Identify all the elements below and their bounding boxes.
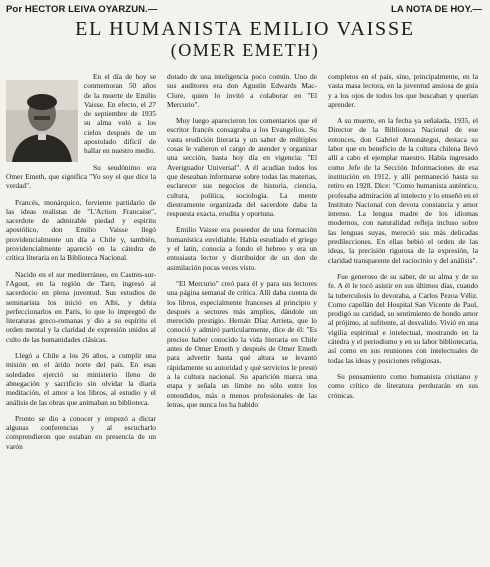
paragraph: Llegó a Chile a los 26 años, a cumplir una misión en el árido norte del país. En esas soledades ejerció su ministerio lleno de abnegación y sacrificio sin olvidar la diaria meditación, el amor a los libros, al estudio y el análisis de las obras que animaban su biblioteca. [6,351,156,407]
paragraph: Pronto se dio a conocer y empezó a dictar algunas conferencias y al escucharlo comprendieron que estaban en presencia de un varón [6,413,156,451]
portrait-photo [6,80,78,162]
paragraph: Su seudónimo era Omer Emeth, que significa "Yo soy el que dice la verdad". [6,162,156,191]
paragraph: Emilio Vaisse era poseedor de una formación humanística envidiable. Había estudiado el griego y el latín, conocía a fondo el hebreo y era un entusiasta lector y distribuidor de un don de asimilación pocas veces visto. [167,225,317,272]
paragraph: "El Mercurio" creó para él y para sus lectores una página semanal de crítica. Allí daba cuenta de los libros, especialmente franceses al principio y después a sectores más amplios, dándole un merecido prestigio. Hernán Díaz Arrieta, que lo conoció y admiró particularmente, dice de él: "Es preciso haber conocido la vida literaria en Chile antes de Omer Emeth y después de Omer Emeth para advertir hasta qué altura se levantó rápidamente su autoridad y qué servicios le prestó a la cultura nacional. Su aparición marca una etapa y señala un límite no sólo entre los entendidos, más o menos profesionales de las letras, que nunca los ha habido [167,278,317,409]
portrait-figure-icon [6,80,78,162]
column-1 [6,72,156,451]
paragraph: A su muerte, en la fecha ya señalada, 1935, el Director de la Biblioteca Nacional de ese entonces, don Gabriel Amunátegui, destaca su labor que en beneficio de la cultura chilena llevó allí a cabo el ejemplar maestro. Había ingresado como Jefe de la Sección Informaciones de esa institución en 1912, y allí permaneció hasta su retiro en 1928. Dice: "Como humanista auténtico, profesaba admiración al intelecto y lo enseñó en el Instituto Nacional con devota constancia y amor intenso. La lengua madre de los idiomas modernos, con naturalidad refleja incluso sobre las lenguas suyas, mereció sus más delicadas predilecciones. En ellas bebió el orden de las ideas, la precisión rigurosa de la expresión, la claridad transparente del raciocinio y del análisis". [328,116,478,265]
paragraph: Nacido en el sur mediterráneo, en Castres-sur-l'Agout, en la región de Tarn, ingresó al sacerdocio en plena juventud. Sus estudios de seminarista los inició en Albi, y debía perfeccionarlos en París, lo que lo impregnó de literaturas greco-romanas y dio a su espíritu el orden mental y la claridad de expresión unidos al culto de las humanidades clásicas. [6,269,156,344]
paragraph: Fue generoso de su saber, de su alma y de su fe. A él le tocó asistir en sus últimos días, cuando la tuberculosis lo devoraba, a Carlos Pezoa Véliz. Como capellán del Hospital San Vicente de Paul, prodigó su caridad, su sentimiento de hondo amor al prójimo, al sufriente, al desvalido. Vivió en una vigilia espiritual e intelectual, mostrando en la cátedra y el periodismo y en su labor bibliotecaria, así como en sus reuniones con intelectuales de todas las ideas y posiciones religiosas. [328,271,478,365]
paragraph: completos en el país, sino, principalmente, en la vasta masa lectora, en la juventud ansiosa de guía y a los ojos de todos los que buscaban y querían aprender. [328,72,478,109]
paragraph: Muy luego aparecieron los comentarios que el escritor francés consagraba a los Evangelios. Su vasta erudición literaria y un saber de múltiples cosas le valieron el cargo de atender y organizar una sección, hasta hoy día en vigencia: "El Averiguador Universal". A él acudían todos los que deseaban informarse sobre todas las materias, esclarecer sus negocios de historia, ciencia, cultura, política, sociología. La mente diestramente organizada del sacerdote daba la respuesta exacta, erudita y oportuna. [167,116,317,219]
article-headline: EL HUMANISTA EMILIO VAISSE [75,18,415,40]
paragraph: dotado de una inteligencia poco común. Uno de sus auditores era don Agustín Edwards Mac-Clure, quien lo invitó a colaborar en "El Mercurio". [167,72,317,109]
author-byline: Por HECTOR LEIVA OYARZUN.— [6,4,158,15]
paragraph: En el día de hoy se conmemoran 50 años de la muerte de Emilio Vaisse. En efecto, el 27 de septiembre de 1935 su alma voló a los cielos después de un apostolado difícil de hallar en nuestro medio. [84,72,156,156]
column-3 [328,72,478,400]
column-2 [167,72,317,409]
section-title: LA NOTA DE HOY.— [391,4,482,15]
article-subhead: (OMER EMETH) [170,40,320,60]
paragraph: Francés, monárquico, ferviente partidario de las ideas realistas de "L'Action Francaise", sacerdote de admirable piedad y espíritu apostólico, don Emilio Vaisse llegó providencialmente un día a Chile y, también, providencialmente apareció en la cátedra de crítica literaria en la Biblioteca Nacional. [6,197,156,263]
paragraph: Su pensamiento como humanista cristiano y como crítico de literatura perdurarán en sus crónicas. [328,371,478,400]
